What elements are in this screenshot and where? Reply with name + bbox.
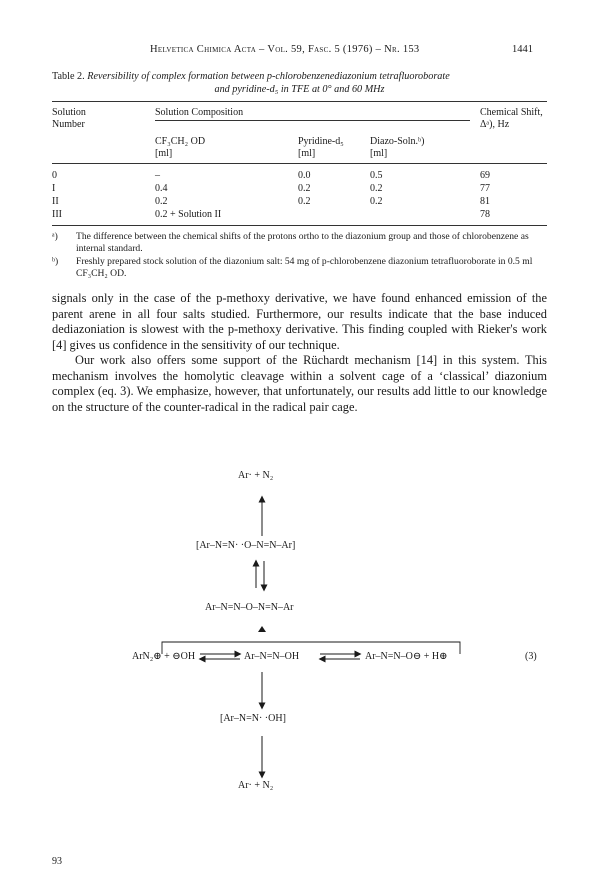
footnote-mark: ᵃ) [52,231,58,242]
footnote-text: The difference between the chemical shifts of the protons ortho to the diazonium group and those of chlorobenzene as internal standard. [76,231,529,254]
body-text [52,291,547,415]
table-cell: 69 [480,170,490,181]
footnote-text: Freshly prepared stock solution of the diazonium salt: 54 mg of p-chlorobenzene diazonium tetrafluoroborate in 0.5 ml CF₃CH₂ OD. [76,256,533,279]
table-cell: 0.2 [298,183,311,194]
col-header-shift-unit: Δᵃ), Hz [480,119,510,130]
table-cell: 81 [480,196,490,207]
journal-citation: Helvetica Chimica Acta – Vol. 59, Fasc. 5 (1976) – Nr. 153 [150,44,420,55]
scheme-middle-species: Ar–N=N–OH [244,651,300,662]
scheme-arrows [0,470,600,850]
table-label: Table 2. [52,71,85,82]
table-cell: 0.0 [298,170,311,181]
table-bottom-rule [52,225,547,226]
col-header-composition: Solution Composition [155,107,244,118]
col-header-shift: Chemical Shift, [480,107,543,118]
table-cell: 78 [480,209,490,220]
table-cell: 0.2 [298,196,311,207]
table-title-line1: Reversibility of complex formation between p-chlorobenzenediazonium tetrafluoroborate [87,71,450,82]
table-cell: – [155,170,160,181]
footnote-mark: ᵇ) [52,256,59,267]
subheader-diazo-unit: [ml] [370,148,388,159]
subheader-cf3-unit: [ml] [155,148,173,159]
triangle-up-icon [258,626,266,632]
table-cell: I [52,183,56,194]
table-footnote-b [52,256,547,280]
scheme-top-product: Ar· + N₂ [238,470,274,481]
col-header-solution: Solution [52,107,86,118]
scheme-right-species: Ar–N=N–O⊖ + H⊕ [365,651,448,662]
table-cell: 0.2 + Solution II [155,209,222,220]
table-title-line2: and pyridine-d₅ in TFE at 0° and 60 MHz [214,84,385,95]
table-top-rule [52,101,547,102]
table-cell: 77 [480,183,490,194]
col-header-number: Number [52,119,85,130]
subheader-pyridine: Pyridine-d₅ [298,136,344,147]
scheme-bottom-product: Ar· + N₂ [238,780,274,791]
scheme-left-species: ArN₂⊕ + ⊖OH [132,651,196,662]
table-caption [52,70,547,96]
table-header-rule [52,163,547,164]
subheader-pyridine-unit: [ml] [298,148,316,159]
composition-rule [155,120,470,121]
scheme-radical-cage-2: [Ar–N=N· ·OH] [220,713,286,724]
equation-number: (3) [525,651,537,662]
subheader-diazo: Diazo-Soln.ᵇ) [370,136,425,147]
table-cell: 0.4 [155,183,168,194]
folio-number: 93 [52,856,62,867]
paragraph-1: signals only in the case of the p-methoxy derivative, we have found enhanced emission of the parent arene in all four salts studied. Furthermore, our results indicate that the base induced dediazoniation is slowest with the p-methoxy derivative. This finding coupled with Rieker's work [4] gives us confidence in the sensitivity of our technique. [52,291,547,352]
scheme-anhydride: Ar–N=N–O–N=N–Ar [205,602,294,613]
scheme-radical-cage-1: [Ar–N=N· ·O–N=N–Ar] [196,540,296,551]
table-cell: 0.2 [370,196,383,207]
table-cell: 0.2 [370,183,383,194]
paragraph-2: Our work also offers some support of the Rüchardt mechanism [14] in this system. This mechanism involves the homolytic cleavage within a solvent cage of a ‘classical’ diazonium complex (eq. 3). We emphasize, however, that unfortunately, our results add little to our knowledge on the structure of the counter-radical in the radical pair cage. [52,353,547,414]
table-cell: 0.2 [155,196,168,207]
table-cell: 0 [52,170,57,181]
reaction-scheme [0,470,600,850]
table-cell: III [52,209,62,220]
page-number: 1441 [512,44,533,55]
table-footnote-a [52,231,547,255]
subheader-cf3: CF₃CH₂ OD [155,136,206,147]
table-cell: 0.5 [370,170,383,181]
table-cell: II [52,196,59,207]
